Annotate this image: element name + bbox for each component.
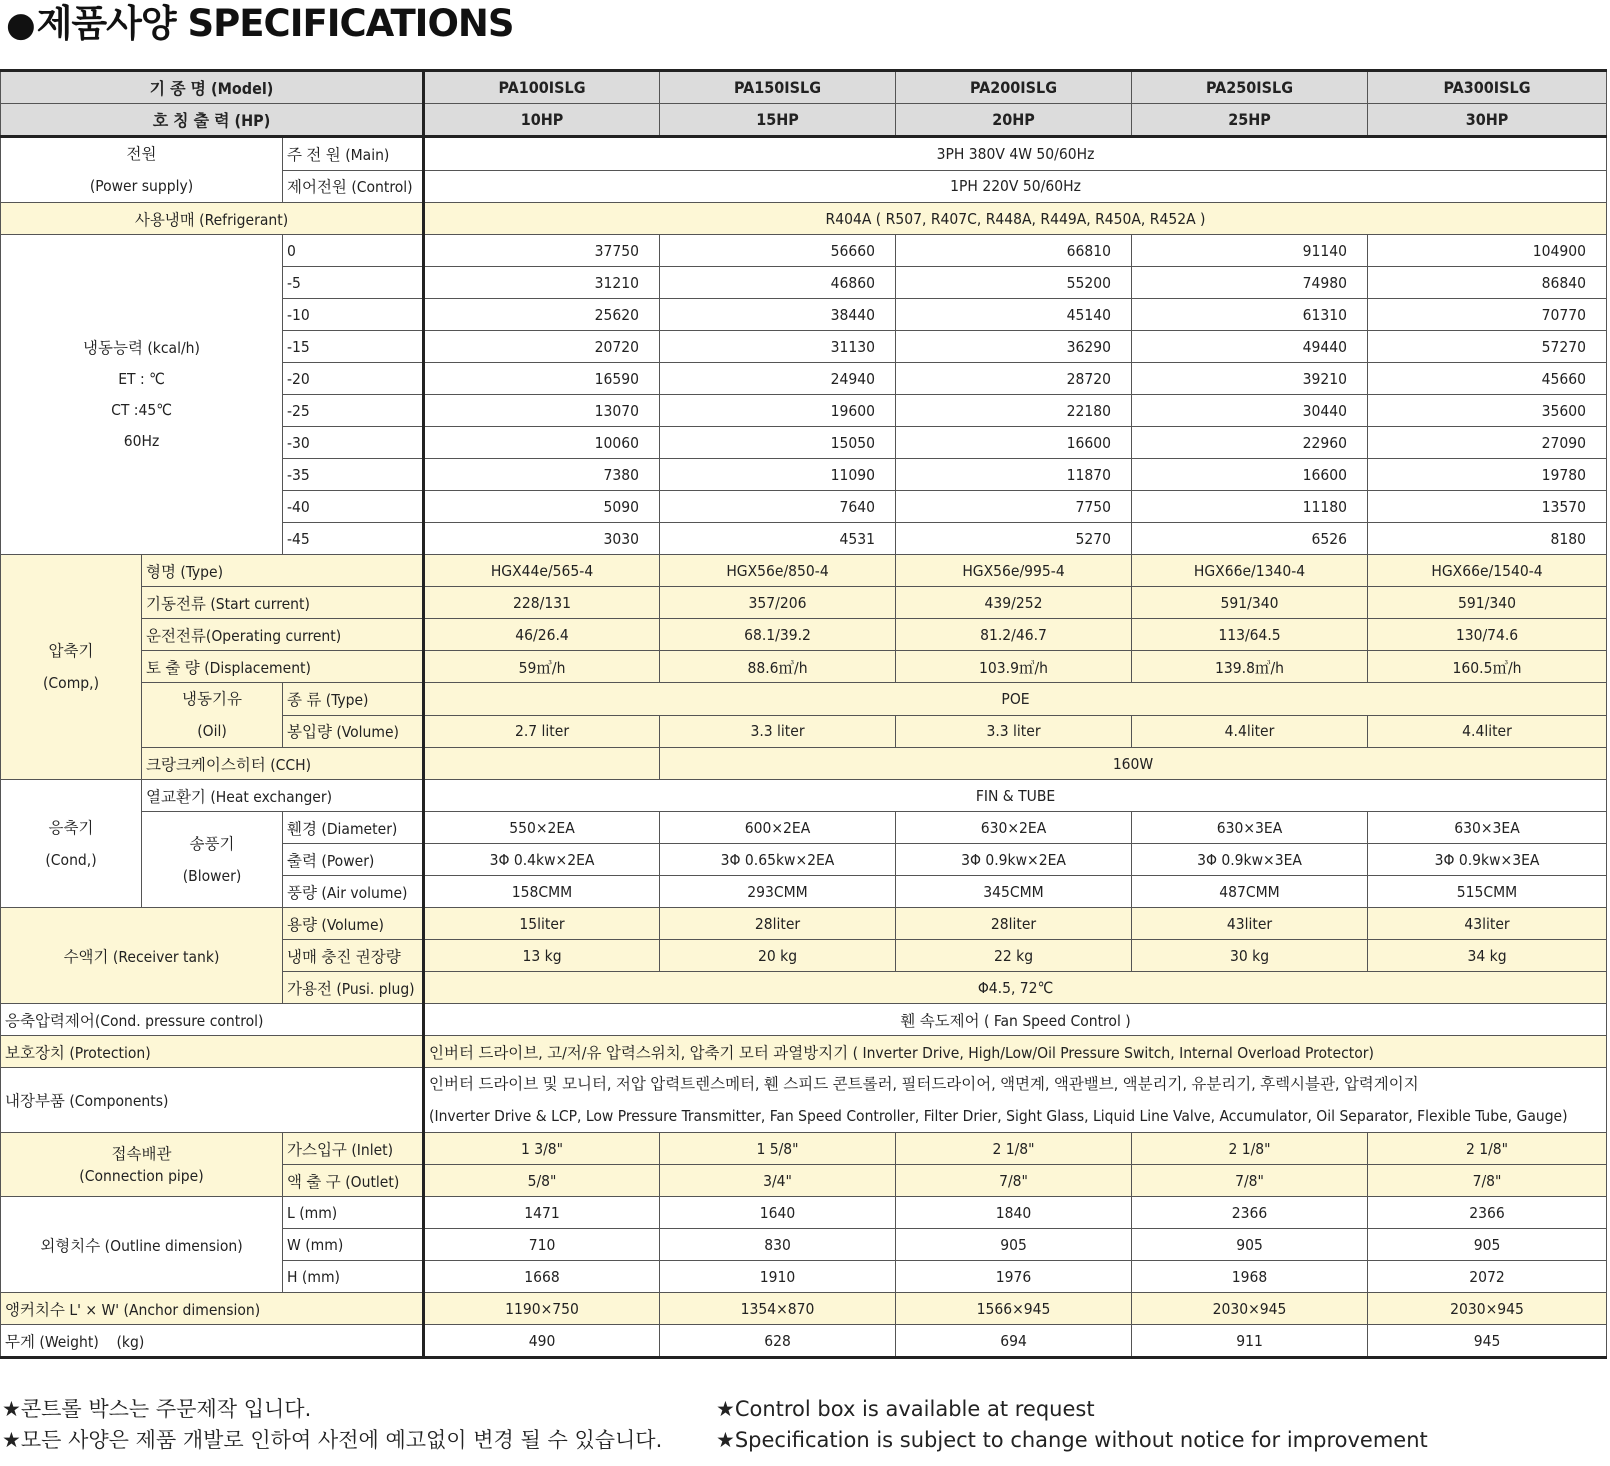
- comp-start-value: 357/206: [660, 587, 896, 619]
- oil-label: [142, 683, 283, 748]
- receiver-charge-value: 22 kg: [896, 940, 1132, 972]
- diameter-value: 550×2EA: [424, 812, 660, 844]
- components-value: [424, 1068, 1607, 1133]
- weight-value: 911: [1132, 1325, 1368, 1358]
- capacity-value: 22960: [1132, 427, 1368, 459]
- protection-label: 보호장치 (Protection): [1, 1036, 424, 1068]
- spec-table: [0, 69, 1607, 1359]
- outline-l-value: 2366: [1132, 1197, 1368, 1229]
- capacity-value: 19600: [660, 395, 896, 427]
- outline-w-value: 830: [660, 1229, 896, 1261]
- comp-type-label: 형명 (Type): [142, 555, 424, 587]
- receiver-charge-value: 20 kg: [660, 940, 896, 972]
- capacity-value: 19780: [1368, 459, 1607, 491]
- outline-l-value: 1471: [424, 1197, 660, 1229]
- weight-value: 490: [424, 1325, 660, 1358]
- comp-op-value: 113/64.5: [1132, 619, 1368, 651]
- compressor-label-en: (Comp,): [42, 674, 100, 692]
- diameter-value: 630×3EA: [1368, 812, 1607, 844]
- pipe-outlet-label: 액 출 구 (Outlet): [283, 1165, 424, 1197]
- anchor-row: [1, 1293, 1607, 1325]
- receiver-volume-label: 용량 (Volume): [283, 908, 424, 940]
- outline-label: 외형치수 (Outline dimension): [1, 1197, 283, 1293]
- diameter-label: 휀경 (Diameter): [283, 812, 424, 844]
- air-volume-value: 158CMM: [424, 876, 660, 908]
- power-supply-label: [1, 137, 283, 203]
- air-volume-value: 345CMM: [896, 876, 1132, 908]
- comp-op-label: 운전전류(Operating current): [142, 619, 424, 651]
- pipe-label-en: (Connection pipe): [79, 1166, 204, 1185]
- blower-power-label: 출력 (Power): [283, 844, 424, 876]
- compressor-label-ko: 압축기: [48, 642, 94, 660]
- capacity-value: 11870: [896, 459, 1132, 491]
- capacity-value: 31130: [660, 331, 896, 363]
- capacity-value: 35600: [1368, 395, 1607, 427]
- capacity-value: 49440: [1132, 331, 1368, 363]
- oil-volume-value: 2.7 liter: [424, 715, 660, 748]
- weight-value: 694: [896, 1325, 1132, 1358]
- cond-pressure-value: 휀 속도제어 ( Fan Speed Control ): [424, 1004, 1607, 1036]
- capacity-value: 11180: [1132, 491, 1368, 523]
- diameter-value: 600×2EA: [660, 812, 896, 844]
- pipe-outlet-value: 3/4": [660, 1165, 896, 1197]
- comp-disp-value: 59㎥/h: [424, 651, 660, 683]
- oil-type-row: [1, 683, 1607, 716]
- comp-start-value: 591/340: [1132, 587, 1368, 619]
- outline-l-value: 1840: [896, 1197, 1132, 1229]
- oil-volume-value: 3.3 liter: [660, 715, 896, 748]
- pipe-outlet-value: 7/8": [1368, 1165, 1607, 1197]
- capacity-value: 6526: [1132, 523, 1368, 555]
- blower-power-value: 3Φ 0.4kw×2EA: [424, 844, 660, 876]
- pipe-outlet-value: 5/8": [424, 1165, 660, 1197]
- et-value: -45: [283, 523, 424, 555]
- header-hp-row: [1, 104, 1607, 137]
- capacity-label-line: ET : ℃: [118, 369, 165, 388]
- receiver-label: 수액기 (Receiver tank): [1, 908, 283, 1004]
- fusible-plug-value: Φ4.5, 72℃: [424, 972, 1607, 1004]
- comp-start-label: 기동전류 (Start current): [142, 587, 424, 619]
- capacity-value: 46860: [660, 267, 896, 299]
- capacity-value: 24940: [660, 363, 896, 395]
- hp-value: 20HP: [896, 104, 1132, 137]
- comp-op-value: 68.1/39.2: [660, 619, 896, 651]
- components-label: 내장부품 (Components): [1, 1068, 424, 1133]
- capacity-value: 45660: [1368, 363, 1607, 395]
- capacity-value: 22180: [896, 395, 1132, 427]
- anchor-value: 2030×945: [1132, 1293, 1368, 1325]
- capacity-value: 16600: [1132, 459, 1368, 491]
- capacity-label-line: 냉동능력 (kcal/h): [83, 338, 200, 357]
- pipe-inlet-value: 2 1/8": [1368, 1133, 1607, 1165]
- capacity-value: 27090: [1368, 427, 1607, 459]
- comp-disp-value: 160.5㎥/h: [1368, 651, 1607, 683]
- capacity-value: 13570: [1368, 491, 1607, 523]
- outline-h-value: 2072: [1368, 1261, 1607, 1293]
- et-value: -40: [283, 491, 424, 523]
- model-name: PA100ISLG: [424, 71, 660, 104]
- fusible-plug-label: 가용전 (Pusi. plug): [283, 972, 424, 1004]
- power-supply-label-en: (Power supply): [89, 177, 194, 195]
- page-title-text: 제품사양 SPECIFICATIONS: [36, 2, 514, 45]
- blower-power-value: 3Φ 0.9kw×2EA: [896, 844, 1132, 876]
- comp-type-row: [1, 555, 1607, 587]
- capacity-value: 36290: [896, 331, 1132, 363]
- outline-l-value: 1640: [660, 1197, 896, 1229]
- model-label: 기 종 명 (Model): [1, 71, 424, 104]
- blower-power-value: 3Φ 0.9kw×3EA: [1132, 844, 1368, 876]
- cch-value: 160W: [660, 748, 1607, 780]
- anchor-value: 1354×870: [660, 1293, 896, 1325]
- outline-h-value: 1976: [896, 1261, 1132, 1293]
- cch-row: [1, 748, 1607, 780]
- model-name: PA150ISLG: [660, 71, 896, 104]
- model-name: PA200ISLG: [896, 71, 1132, 104]
- protection-value: 인버터 드라이브, 고/저/유 압력스위치, 압축기 모터 과열방지기 ( Inverter Drive, High/Low/Oil Pressure Switch, Internal Overload Protector): [424, 1036, 1607, 1068]
- et-value: -5: [283, 267, 424, 299]
- pipe-label: [1, 1133, 283, 1197]
- hp-label: 호 칭 출 력 (HP): [1, 104, 424, 137]
- note-line: ★콘트롤 박스는 주문제작 입니다.: [2, 1397, 312, 1421]
- components-value-en: (Inverter Drive & LCP, Low Pressure Transmitter, Fan Speed Controller, Filter Drier, Sight Glass, Liquid Line Valve, Accumulator, Oil Separator, Flexible Tube, Gauge): [429, 1107, 1568, 1125]
- refrigerant-row: [1, 203, 1607, 235]
- cond-pressure-label: 응축압력제어(Cond. pressure control): [1, 1004, 424, 1036]
- anchor-value: 2030×945: [1368, 1293, 1607, 1325]
- receiver-volume-value: 15liter: [424, 908, 660, 940]
- oil-type-label: 종 류 (Type): [283, 683, 424, 716]
- bullet-icon: ●: [6, 5, 35, 45]
- receiver-volume-value: 28liter: [660, 908, 896, 940]
- comp-op-value: 46/26.4: [424, 619, 660, 651]
- capacity-value: 57270: [1368, 331, 1607, 363]
- capacity-value: 55200: [896, 267, 1132, 299]
- receiver-volume-row: [1, 908, 1607, 940]
- comp-start-value: 439/252: [896, 587, 1132, 619]
- capacity-value: 15050: [660, 427, 896, 459]
- et-value: -10: [283, 299, 424, 331]
- capacity-value: 7640: [660, 491, 896, 523]
- capacity-value: 74980: [1132, 267, 1368, 299]
- capacity-label-line: CT :45℃: [111, 400, 172, 419]
- weight-row: [1, 1325, 1607, 1358]
- air-volume-value: 515CMM: [1368, 876, 1607, 908]
- comp-op-value: 81.2/46.7: [896, 619, 1132, 651]
- oil-volume-label: 봉입량 (Volume): [283, 715, 424, 748]
- blower-power-value: 3Φ 0.9kw×3EA: [1368, 844, 1607, 876]
- refrigerant-label: 사용냉매 (Refrigerant): [1, 203, 424, 235]
- components-row: [1, 1068, 1607, 1133]
- et-value: -25: [283, 395, 424, 427]
- receiver-volume-value: 28liter: [896, 908, 1132, 940]
- outline-w-value: 905: [896, 1229, 1132, 1261]
- pipe-outlet-value: 7/8": [1132, 1165, 1368, 1197]
- oil-volume-value: 4.4liter: [1368, 715, 1607, 748]
- power-control-value: 1PH 220V 50/60Hz: [424, 170, 1607, 203]
- et-value: -35: [283, 459, 424, 491]
- receiver-charge-value: 34 kg: [1368, 940, 1607, 972]
- outline-h-value: 1968: [1132, 1261, 1368, 1293]
- hex-value: FIN & TUBE: [424, 780, 1607, 812]
- pipe-label-ko: 접속배관: [111, 1144, 172, 1163]
- outline-w-label: W (mm): [283, 1229, 424, 1261]
- capacity-value: 39210: [1132, 363, 1368, 395]
- cch-empty-cell: [424, 748, 660, 780]
- capacity-value: 4531: [660, 523, 896, 555]
- outline-w-value: 710: [424, 1229, 660, 1261]
- outline-h-value: 1910: [660, 1261, 896, 1293]
- capacity-value: 11090: [660, 459, 896, 491]
- oil-volume-value: 4.4liter: [1132, 715, 1368, 748]
- et-value: -20: [283, 363, 424, 395]
- anchor-label: 앵커치수 L' × W' (Anchor dimension): [1, 1293, 424, 1325]
- receiver-volume-value: 43liter: [1132, 908, 1368, 940]
- outline-l-value: 2366: [1368, 1197, 1607, 1229]
- comp-type-value: HGX44e/565-4: [424, 555, 660, 587]
- power-main-value: 3PH 380V 4W 50/60Hz: [424, 137, 1607, 171]
- diameter-value: 630×3EA: [1132, 812, 1368, 844]
- capacity-value: 37750: [424, 235, 660, 267]
- oil-volume-value: 3.3 liter: [896, 715, 1132, 748]
- refrigerant-value: R404A ( R507, R407C, R448A, R449A, R450A, R452A ): [424, 203, 1607, 235]
- capacity-value: 91140: [1132, 235, 1368, 267]
- diameter-value: 630×2EA: [896, 812, 1132, 844]
- receiver-charge-value: 13 kg: [424, 940, 660, 972]
- outline-l-row: [1, 1197, 1607, 1229]
- capacity-label: [1, 235, 283, 555]
- comp-disp-value: 88.6㎥/h: [660, 651, 896, 683]
- capacity-value: 7380: [424, 459, 660, 491]
- note-line: ★Specification is subject to change without notice for improvement: [716, 1428, 1428, 1452]
- capacity-value: 20720: [424, 331, 660, 363]
- outline-l-label: L (mm): [283, 1197, 424, 1229]
- comp-op-row: [1, 619, 1607, 651]
- notes-korean: [2, 1394, 662, 1456]
- outline-w-value: 905: [1132, 1229, 1368, 1261]
- comp-start-row: [1, 587, 1607, 619]
- comp-disp-value: 103.9㎥/h: [896, 651, 1132, 683]
- receiver-charge-value: 30 kg: [1132, 940, 1368, 972]
- protection-row: [1, 1036, 1607, 1068]
- weight-label: 무게 (Weight) (kg): [1, 1325, 424, 1358]
- comp-op-value: 130/74.6: [1368, 619, 1607, 651]
- air-volume-value: 487CMM: [1132, 876, 1368, 908]
- power-supply-label-ko: 전원: [126, 145, 157, 163]
- condenser-label-ko: 응축기: [48, 818, 94, 837]
- blower-label: [142, 812, 283, 908]
- outline-h-label: H (mm): [283, 1261, 424, 1293]
- capacity-value: 30440: [1132, 395, 1368, 427]
- capacity-row: [1, 235, 1607, 267]
- outline-w-value: 905: [1368, 1229, 1607, 1261]
- capacity-value: 7750: [896, 491, 1132, 523]
- hp-value: 10HP: [424, 104, 660, 137]
- capacity-value: 28720: [896, 363, 1132, 395]
- capacity-value: 10060: [424, 427, 660, 459]
- capacity-value: 16600: [896, 427, 1132, 459]
- comp-start-value: 591/340: [1368, 587, 1607, 619]
- pipe-inlet-row: [1, 1133, 1607, 1165]
- hp-value: 15HP: [660, 104, 896, 137]
- et-value: -30: [283, 427, 424, 459]
- pipe-outlet-value: 7/8": [896, 1165, 1132, 1197]
- comp-type-value: HGX56e/850-4: [660, 555, 896, 587]
- header-model-row: [1, 71, 1607, 104]
- comp-disp-value: 139.8㎥/h: [1132, 651, 1368, 683]
- capacity-value: 16590: [424, 363, 660, 395]
- components-value-ko: 인버터 드라이브 및 모니터, 저압 압력트렌스메터, 휀 스피드 콘트롤러, 필터드라이어, 액면계, 액관밸브, 액분리기, 유분리기, 후렉시블관, 압력게이지: [429, 1075, 1419, 1093]
- capacity-value: 38440: [660, 299, 896, 331]
- comp-type-value: HGX56e/995-4: [896, 555, 1132, 587]
- comp-disp-label: 토 출 량 (Displacement): [142, 651, 424, 683]
- pipe-inlet-value: 2 1/8": [1132, 1133, 1368, 1165]
- oil-label-en: (Oil): [197, 722, 227, 740]
- oil-label-ko: 냉동기유: [182, 690, 242, 708]
- air-volume-value: 293CMM: [660, 876, 896, 908]
- note-line: ★Control box is available at request: [716, 1397, 1095, 1421]
- capacity-value: 104900: [1368, 235, 1607, 267]
- anchor-value: 1566×945: [896, 1293, 1132, 1325]
- capacity-value: 56660: [660, 235, 896, 267]
- receiver-volume-value: 43liter: [1368, 908, 1607, 940]
- page-title: [6, 2, 514, 46]
- pipe-inlet-value: 1 5/8": [660, 1133, 896, 1165]
- capacity-value: 86840: [1368, 267, 1607, 299]
- comp-type-value: HGX66e/1540-4: [1368, 555, 1607, 587]
- capacity-label-line: 60Hz: [123, 431, 160, 450]
- cch-label: 크랑크케이스히터 (CCH): [142, 748, 424, 780]
- comp-disp-row: [1, 651, 1607, 683]
- capacity-value: 5270: [896, 523, 1132, 555]
- capacity-value: 3030: [424, 523, 660, 555]
- weight-value: 945: [1368, 1325, 1607, 1358]
- hp-value: 25HP: [1132, 104, 1368, 137]
- power-main-label: 주 전 원 (Main): [283, 137, 424, 171]
- model-name: PA250ISLG: [1132, 71, 1368, 104]
- model-name: PA300ISLG: [1368, 71, 1607, 104]
- notes-english: [716, 1394, 1428, 1456]
- capacity-value: 61310: [1132, 299, 1368, 331]
- pipe-inlet-value: 2 1/8": [896, 1133, 1132, 1165]
- condenser-label-en: (Cond,): [45, 850, 97, 869]
- blower-label-ko: 송풍기: [189, 834, 235, 853]
- blower-dia-row: [1, 812, 1607, 844]
- capacity-value: 31210: [424, 267, 660, 299]
- comp-start-value: 228/131: [424, 587, 660, 619]
- pipe-inlet-label: 가스입구 (Inlet): [283, 1133, 424, 1165]
- comp-type-value: HGX66e/1340-4: [1132, 555, 1368, 587]
- capacity-value: 66810: [896, 235, 1132, 267]
- hex-label: 열교환기 (Heat exchanger): [142, 780, 424, 812]
- et-value: -15: [283, 331, 424, 363]
- air-volume-label: 풍량 (Air volume): [283, 876, 424, 908]
- note-line: ★모든 사양은 제품 개발로 인하여 사전에 예고없이 변경 될 수 있습니다.: [2, 1428, 663, 1452]
- blower-power-value: 3Φ 0.65kw×2EA: [660, 844, 896, 876]
- hp-value: 30HP: [1368, 104, 1607, 137]
- capacity-value: 70770: [1368, 299, 1607, 331]
- capacity-value: 45140: [896, 299, 1132, 331]
- receiver-charge-label: 냉매 충진 권장량: [283, 940, 424, 972]
- anchor-value: 1190×750: [424, 1293, 660, 1325]
- capacity-value: 8180: [1368, 523, 1607, 555]
- hex-row: [1, 780, 1607, 812]
- power-control-label: 제어전원 (Control): [283, 170, 424, 203]
- capacity-value: 5090: [424, 491, 660, 523]
- compressor-label: [1, 555, 142, 780]
- pipe-inlet-value: 1 3/8": [424, 1133, 660, 1165]
- power-main-row: [1, 137, 1607, 171]
- cond-pressure-row: [1, 1004, 1607, 1036]
- blower-label-en: (Blower): [182, 866, 242, 885]
- weight-value: 628: [660, 1325, 896, 1358]
- et-value: 0: [283, 235, 424, 267]
- capacity-value: 25620: [424, 299, 660, 331]
- capacity-value: 13070: [424, 395, 660, 427]
- condenser-label: [1, 780, 142, 908]
- outline-h-value: 1668: [424, 1261, 660, 1293]
- oil-type-value: POE: [424, 683, 1607, 716]
